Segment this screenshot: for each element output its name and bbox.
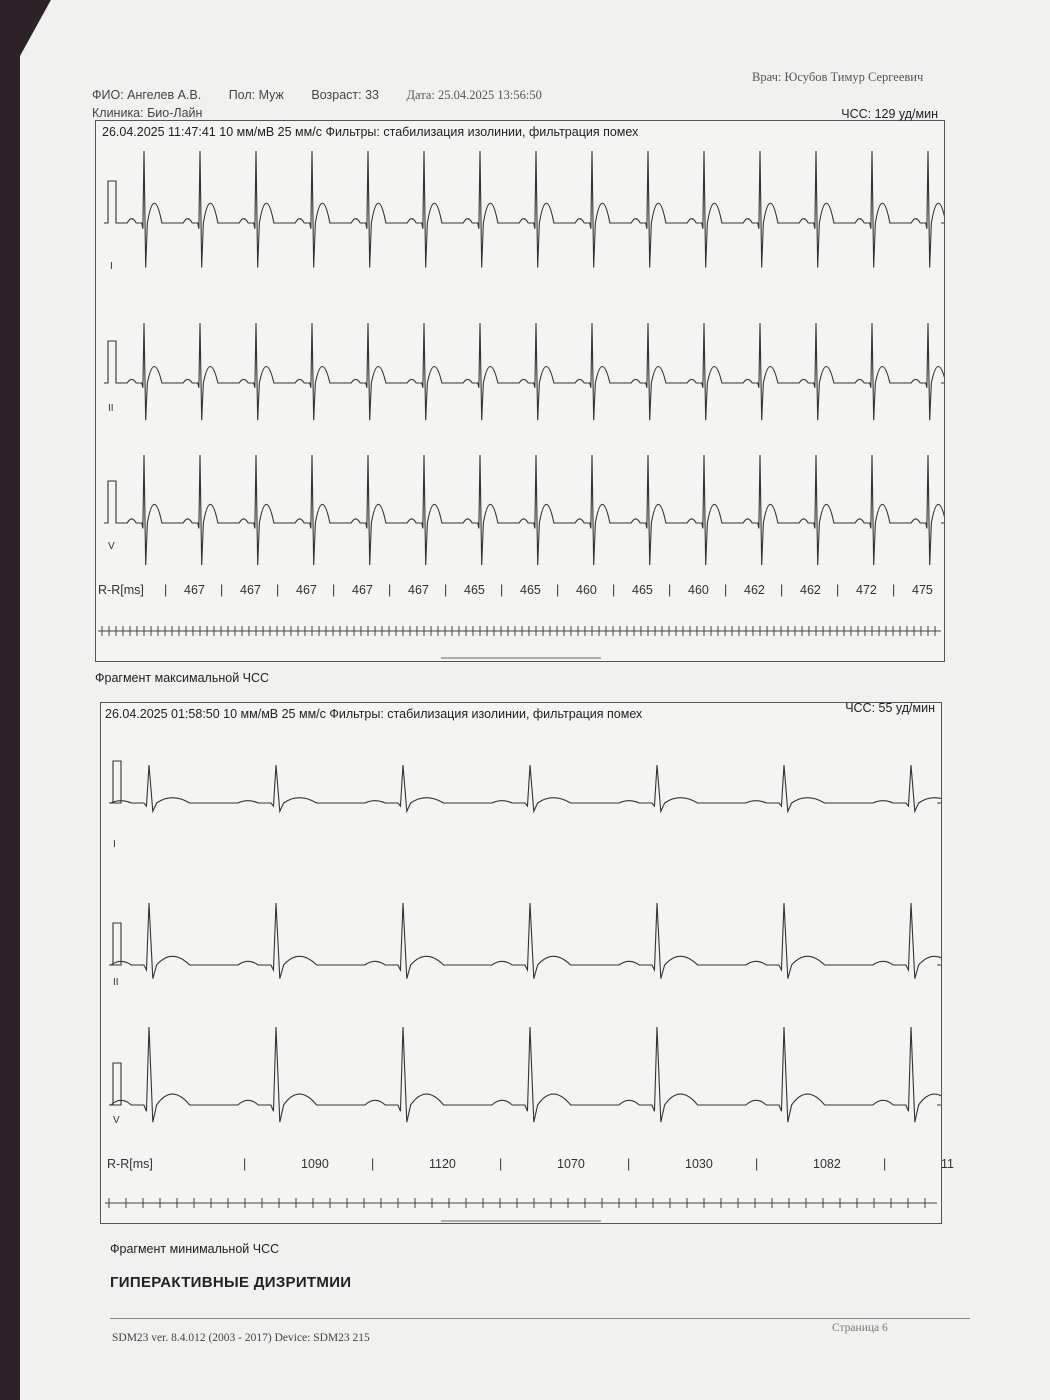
ecg-lead-V-trace xyxy=(109,1027,941,1122)
rhythm-strip-max xyxy=(98,626,941,636)
patient-header-row xyxy=(92,88,566,103)
rr-value: 467 xyxy=(408,583,429,597)
rr-value: 1030 xyxy=(685,1157,713,1171)
lead-label-I: I xyxy=(110,261,113,272)
section-heading: ГИПЕРАКТИВНЫЕ ДИЗРИТМИИ xyxy=(110,1274,352,1291)
ecg-traces-max xyxy=(96,121,944,661)
rr-separator: | xyxy=(243,1157,247,1171)
clinic-name: Клиника: Био-Лайн xyxy=(92,106,203,120)
rr-value: 465 xyxy=(632,583,653,597)
rr-value: 465 xyxy=(464,583,485,597)
ecg-lead-I-trace xyxy=(104,151,944,268)
footer-page: Страница 6 xyxy=(832,1322,888,1334)
rr-separator: | xyxy=(883,1157,887,1171)
rhythm-strip-min xyxy=(105,1198,937,1208)
rr-value: 462 xyxy=(744,583,765,597)
patient-name: ФИО: Ангелев А.В. xyxy=(92,88,202,102)
ecg-traces-min xyxy=(101,703,941,1223)
rr-separator: | xyxy=(556,583,560,597)
lead-label-V: V xyxy=(113,1115,120,1126)
patient-age: Возраст: 33 xyxy=(311,88,379,102)
rr-value: 11 xyxy=(941,1157,954,1171)
panel-min-heart-rate: ЧСС: 55 уд/мин xyxy=(845,701,935,715)
caption-min-hr: Фрагмент минимальной ЧСС xyxy=(110,1242,280,1256)
ecg-lead-V-trace xyxy=(104,455,944,565)
doctor-name: Врач: Юсубов Тимур Сергеевич xyxy=(752,70,924,84)
rr-separator: | xyxy=(276,583,280,597)
caption-max-hr: Фрагмент максимальной ЧСС xyxy=(95,671,270,685)
ecg-panel-min-hr xyxy=(100,701,954,1224)
rr-separator: | xyxy=(892,583,896,597)
rr-separator: | xyxy=(780,583,784,597)
ecg-lead-II-trace xyxy=(104,323,944,420)
lead-label-II: II xyxy=(108,403,114,414)
rr-value: 460 xyxy=(688,583,709,597)
rr-separator: | xyxy=(755,1157,759,1171)
ecg-lead-I-trace xyxy=(109,761,941,811)
rr-separator: | xyxy=(220,583,224,597)
rr-value: 1090 xyxy=(301,1157,329,1171)
rr-separator: | xyxy=(724,583,728,597)
ecg-lead-II-trace xyxy=(109,903,941,979)
rr-value: 1070 xyxy=(557,1157,585,1171)
rr-value: 1082 xyxy=(813,1157,841,1171)
rr-value: 472 xyxy=(856,583,877,597)
lead-label-II: II xyxy=(113,977,119,988)
rr-value: 467 xyxy=(184,583,205,597)
footer-divider xyxy=(110,1318,970,1319)
rr-separator: | xyxy=(612,583,616,597)
rr-value: 460 xyxy=(576,583,597,597)
footer-version: SDM23 ver. 8.4.012 (2003 - 2017) Device: SDM23 215 xyxy=(112,1332,370,1344)
panel-max-heart-rate: ЧСС: 129 уд/мин xyxy=(841,107,938,121)
lead-label-V: V xyxy=(108,541,115,552)
lead-label-I: I xyxy=(113,839,116,850)
panel-min-title: 26.04.2025 01:58:50 10 мм/мВ 25 мм/с Фильтры: стабилизация изолинии, фильтрация помех xyxy=(105,707,643,721)
rr-separator: | xyxy=(388,583,392,597)
rr-separator: | xyxy=(371,1157,375,1171)
rr-value: 1120 xyxy=(429,1157,456,1171)
record-date: Дата: 25.04.2025 13:56:50 xyxy=(406,88,542,102)
rr-value: 465 xyxy=(520,583,541,597)
rr-separator: | xyxy=(444,583,448,597)
rr-separator: | xyxy=(668,583,672,597)
patient-sex: Пол: Муж xyxy=(228,88,284,102)
panel-max-title: 26.04.2025 11:47:41 10 мм/мВ 25 мм/с Фильтры: стабилизация изолинии, фильтрация помех xyxy=(102,125,639,139)
rr-separator: | xyxy=(332,583,336,597)
rr-separator: | xyxy=(627,1157,631,1171)
rr-separator: | xyxy=(836,583,840,597)
rr-value: 467 xyxy=(240,583,261,597)
rr-separator: | xyxy=(500,583,504,597)
rr-label-max: R-R[ms] xyxy=(98,583,144,597)
rr-separator: | xyxy=(164,583,168,597)
rr-value: 475 xyxy=(912,583,933,597)
rr-value: 467 xyxy=(296,583,317,597)
rr-value: 462 xyxy=(800,583,821,597)
rr-value: 467 xyxy=(352,583,373,597)
rr-label-min: R-R[ms] xyxy=(107,1157,153,1171)
rr-separator: | xyxy=(499,1157,503,1171)
